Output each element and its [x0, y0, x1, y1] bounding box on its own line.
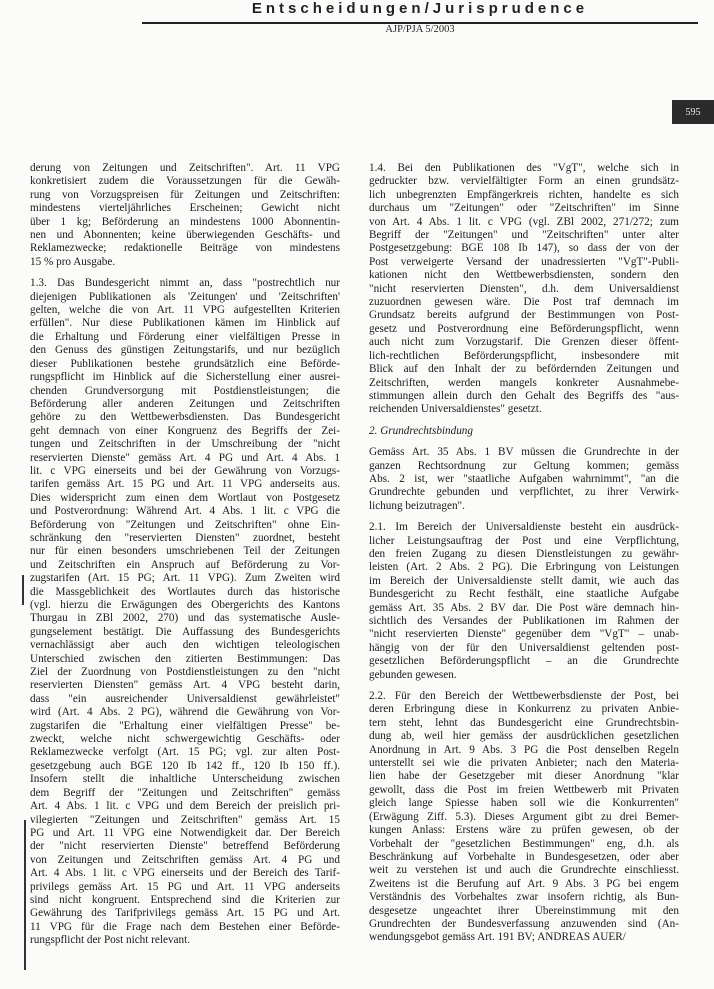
text-line: Gemäss Art. 35 Abs. 1 BV müssen die Grundrechte in der [369, 446, 679, 459]
text-line: licher Leistungsauftrag der Post und eine Verpflichtung, [369, 534, 679, 547]
text-line: "nicht reservierten Diensten", d.h. dem Universaldienst [369, 282, 679, 295]
text-line: Gewährung des Tarifprivilegs gemäss Art. 15 PG und Art. [30, 907, 340, 920]
text-line: Ziel der Zuordnung von Postdienstleistungen zu den "nicht [30, 666, 340, 679]
text-line: leisten (Art. 2 Abs. 2 PG). Die Erbringung von Leistungen [369, 561, 679, 574]
right-column [369, 162, 679, 953]
margin-mark [24, 820, 26, 970]
section-heading-text: 2. Grundrechtsbindung [369, 424, 473, 437]
text-line: über 1 kg; Beförderung an mindestens 1000 Abonnentin- [30, 215, 340, 228]
text-line: stimmungen allein durch den Gehalt des Begriffs des "aus- [369, 389, 679, 402]
text-line: kationen nicht den Wettbewerbsdiensten, sondern den [369, 269, 679, 282]
text-line: 1.4. Bei den Publikationen des "VgT", welche sich in [369, 162, 679, 174]
text-line: lit. c VPG einerseits und bei der Gewährung von Vorzugs- [30, 464, 340, 477]
text-line: nen und Abonnenten; keine überwiegenden Geschäfts- und [30, 229, 340, 242]
text-line: sind nicht kongruent. Entsprechend sind die Kriterien zur [30, 893, 340, 906]
text-line: nur für einen besonders umschriebenen Teil der Zeitungen [30, 545, 340, 558]
text-line: von Zeitungen und Zeitschriften gemäss Art. 4 PG und [30, 853, 340, 866]
text-line: lichung beizutragen". [369, 499, 465, 512]
text-line: Art. 4 Abs. 1 lit. c VPG und dem Bereich der preislich pri- [30, 800, 340, 813]
text-line: im Bereich der Universaldienste stellt damit, wie auch das [369, 574, 679, 587]
text-line: 2.2. Für den Bereich der Wettbewerbsdienste der Post, bei [369, 690, 679, 703]
text-line: unterstellt sei wie die privaten Anbieter; nach den Materia- [369, 757, 679, 770]
running-header [142, 0, 698, 24]
text-line: Grundrechte gebunden und verpflichtet, zu ihrer Verwirk- [369, 486, 679, 499]
left-column [30, 162, 340, 956]
text-line: zuzuordnen gewesen wäre. Die Post traf demnach im [369, 296, 679, 309]
text-line: Anordnung in Art. 9 Abs. 3 PG die Post denselben Regeln [369, 743, 679, 756]
paragraph [369, 690, 679, 945]
journal-reference: AJP/PJA 5/2003 [385, 24, 455, 35]
text-line: lich-rechtlichen Beförderungspflicht, insbesondere mit [369, 349, 679, 362]
text-line: Grundsatz bereits aufgrund der Bestimmungen von Post- [369, 309, 679, 322]
text-line: wird (Art. 4 Abs. 2 PG), während die Gewährung von Vor- [30, 706, 340, 719]
text-line: mindestens vierteljährliches Erscheinen; Gewicht nicht [30, 202, 340, 215]
text-line: ganzen Rechtsordnung zur Geltung kommen; gemäss [369, 459, 679, 472]
text-line: kungen Anlass: Erstens wäre zu prüfen gewesen, ob der [369, 824, 679, 837]
text-line: lien habe der Gesetzgeber mit dieser Anordnung "klar [369, 770, 679, 783]
text-line: chenden Grundversorgung mit Postdienstleistungen; die [30, 384, 340, 397]
text-line: Art. 4 Abs. 1 lit. c VPG einerseits und der Bereich des Tarif- [30, 867, 340, 880]
text-line: Begriff der "Zeitungen" und "Zeitschriften" unter alter [369, 229, 679, 242]
text-line: lich unbegrenzten Empfängerkreis richten, handelte es sich [369, 188, 679, 201]
text-line: gebunden gewesen. [369, 668, 457, 681]
text-line: rungspflicht im Hinblick auf die Sicherstellung einer ausrei- [30, 371, 340, 384]
text-line: konkretisiert zudem die Voraussetzungen für die Gewäh- [30, 175, 340, 188]
text-line: Thurgau in ZBl 2002, 270) und das systematische Ausle- [30, 612, 340, 625]
text-line: reichenden Universaldienstes" gesetzt. [369, 403, 542, 416]
text-line: und Zeitschriften ein Anspruch auf Beförderung zu Vor- [30, 558, 340, 571]
text-line: Reklamezwecke verfolgt (Art. 15 PG; vgl. zur alten Post- [30, 746, 340, 759]
text-line: reservierten Dienste" gemäss Art. 4 PG und Art. 4 Abs. 1 [30, 451, 340, 464]
text-line: rungspflicht der Post nicht relevant. [30, 934, 191, 947]
text-line: Unterschied zwischen den zitierten Bestimmungen: Das [30, 652, 340, 665]
text-line: und Postverordnung: Während Art. 4 Abs. 1 lit. c VPG die [30, 505, 340, 518]
text-line: Blick auf den Inhalt der zu befördernden Zeitungen und [369, 363, 679, 376]
text-line: sichtlich des Versandes der Publikationen im Rahmen der [369, 615, 679, 627]
text-line: 2.1. Im Bereich der Universaldienste besteht ein ausdrück- [369, 521, 679, 534]
text-line: deren Erbringung diese in Konkurrenz zu privaten Anbie- [369, 703, 679, 716]
text-line: gungselement bestätigt. Die Auffassung des Bundesgerichts [30, 625, 340, 638]
text-line: gleich lange Spiesse haben soll wie die Konkurrenten" [369, 797, 679, 810]
paragraph [369, 446, 679, 513]
text-line: vilegierten "Zeitungen und Zeitschriften" gemäss Art. 15 [30, 813, 340, 826]
text-line: Vorbehalt der "gesetzlichen Bestimmungen" eng, d.h. als [369, 837, 679, 850]
text-line: dung ab, weil hier gemäss der ausdrücklichen gesetzlichen [369, 730, 679, 743]
section-heading [369, 425, 679, 438]
text-line: tarifen gemäss Art. 15 PG und Art. 11 VPG anderseits aus. [30, 478, 340, 491]
text-line: vernachlässigt aber auch den wichtigen teleologischen [30, 639, 340, 652]
paragraph [30, 277, 340, 947]
text-line: Postgesetzgebung: BGE 108 Ib 147), so dass der von der [369, 242, 679, 255]
text-line: gesetzgebung auch BGE 120 Ib 142 ff., 120 Ib 150 ff.). [30, 759, 340, 772]
text-line: desgesetze ungeachtet ihrer Übereinstimmung mit den [369, 904, 679, 917]
text-line: den Genuss des günstigen Zeitungstarifs, und nur bezüglich [30, 344, 340, 357]
text-line: privilegs gemäss Art. 15 PG und Art. 11 VPG anderseits [30, 880, 340, 893]
text-line: hängig von der für den Universaldienst geltenden post- [369, 641, 679, 654]
paragraph [369, 162, 679, 417]
text-line: Abs. 2 ist, wer "staatliche Aufgaben wahrnimmt", "an die [369, 472, 679, 485]
text-line: Zweitens ist die Berufung auf Art. 9 Abs. 3 PG bei engem [369, 877, 679, 890]
text-line: Reklamezwecke; redaktionelle Beiträge von mindestens [30, 242, 340, 255]
text-line: Grundrechten der Bundesverfassung anzuwenden sind (An- [369, 917, 679, 930]
text-line: tungen und Zeitschriften in der Umschreibung der "nicht [30, 438, 340, 451]
text-line: gelten, welche die von Art. 11 VPG aufgestellten Kriterien [30, 304, 340, 317]
text-line: rung von Vorzugspreisen für Zeitungen und Zeitschriften: [30, 188, 340, 201]
text-line: dem Begriff der "Zeitungen und Zeitschriften" gemäss [30, 786, 340, 799]
text-line: (vgl. hierzu die Erwägungen des Obergerichts des Kantons [30, 599, 340, 611]
text-line: weit zu verstehen ist und auch die Grundrechte einschliesst. [369, 864, 679, 877]
text-line: (Erwägung Ziff. 5.3). Dieses Argument gibt zu drei Bemer- [369, 810, 679, 823]
text-line: Dies widerspricht zum einen dem Wortlaut von Postgesetz [30, 491, 340, 504]
text-line: dass "ein ausreichender Universaldienst gewährleistet" [30, 692, 340, 705]
text-line: Beförderung aller anderen Zeitungen und Zeitschriften [30, 397, 340, 410]
paragraph [369, 521, 679, 682]
text-line: die Massgeblichkeit des Wortlautes durch das historische [30, 585, 340, 598]
text-line: durchaus um "Zeitungen" oder "Zeitschriften" im Sinne [369, 202, 679, 215]
text-line: zugstarifen die "Erhaltung einer vielfältigen Presse" be- [30, 719, 340, 732]
text-line: tern steht, lehnt das Bundesgericht eine Grundrechtsbin- [369, 716, 679, 729]
page-number-tab: 595 [672, 100, 714, 124]
text-line: gesetz und Postverordnung eine Beförderungspflicht, wenn [369, 322, 679, 335]
text-line: Bundesgericht zu Recht festhält, eine staatliche Aufgabe [369, 588, 679, 601]
text-line: von Art. 4 Abs. 1 lit. c VPG (vgl. ZBl 2002, 271/272; zum [369, 215, 679, 228]
text-line: PG und Art. 11 VPG eine Notwendigkeit dar. Der Bereich [30, 826, 340, 839]
text-line: der "nicht reservierten Dienste" betreffend Beförderung [30, 840, 340, 853]
text-line: 11 VPG für die Frage nach dem Bestehen einer Beförde- [30, 920, 340, 933]
text-line: gedruckter bzw. vervielfältigter Form an einen grundsätz- [369, 175, 679, 188]
text-line: gehöre zu den Wettbewerbsdiensten. Das Bundesgericht [30, 411, 340, 424]
text-line: Verständnis des Vorbehaltes zwar insofern richtig, als Bun- [369, 891, 679, 904]
text-line: wendungsgebot gemäss Art. 191 BV; ANDREAS AUER/ [369, 931, 626, 944]
text-line: Post verweigerte Versand der unadressierten "VgT"-Publi- [369, 255, 679, 268]
text-line: diejenigen Publikationen als 'Zeitungen' und 'Zeitschriften' [30, 290, 340, 303]
text-line: gemäss Art. 35 Abs. 2 BV dar. Die Post wäre demnach hin- [369, 601, 679, 614]
text-line: Zeitschriften, werden mangels konkreter Ausnahmebe- [369, 376, 679, 389]
text-line: "nicht reservierten Dienste" gegenüber dem "VgT" – unab- [369, 628, 679, 641]
paragraph [30, 162, 340, 269]
text-line: auch nicht zum Vorzugstarif. Die Grenzen dieser öffent- [369, 336, 679, 349]
text-line: Insofern stellt die inhaltliche Unterscheidung zwischen [30, 773, 340, 786]
text-line: zweckt, welche nicht schwergewichtig Geschäfts- oder [30, 733, 340, 746]
text-line: erfüllen". Nur diese Publikationen kämen im Hinblick auf [30, 317, 340, 330]
text-line: 1.3. Das Bundesgericht nimmt an, dass "postrechtlich nur [30, 277, 340, 290]
margin-mark [22, 575, 24, 605]
text-line: die Erhaltung und Förderung einer vielfältigen Presse in [30, 330, 340, 343]
running-title: Entscheidungen/Jurisprudence [251, 0, 589, 17]
text-line: 15 % pro Ausgabe. [30, 255, 116, 268]
text-line: geht demnach von einer Kongruenz des Begriffs der Zei- [30, 424, 340, 437]
text-line: derung von Zeitungen und Zeitschriften". Art. 11 VPG [30, 162, 340, 174]
text-line: Beförderung von "Zeitungen und Zeitschriften" ohne Ein- [30, 518, 340, 531]
text-line: den freien Zugang zu diesen Dienstleistungen zu gewähr- [369, 547, 679, 560]
text-line: Beschränkung auf Vorbehalte in Bundesgesetzen, oder aber [369, 850, 679, 863]
text-line: schränkung den "reservierten Diensten" zuordnet, besteht [30, 531, 340, 544]
text-line: dieser Publikationen bestehe grundsätzlich eine Beförde- [30, 357, 340, 370]
text-line: zugstarifen (Art. 15 PG; Art. 11 VPG). Zum Zweiten wird [30, 572, 340, 585]
text-line: gewollt, dass die Post im freien Wettbewerb mit Privaten [369, 783, 679, 796]
text-line: gesetzlichen Beförderungspflicht – an die Grundrechte [369, 655, 679, 668]
text-line: reservierten Diensten" gemäss Art. 4 VPG besteht darin, [30, 679, 340, 692]
